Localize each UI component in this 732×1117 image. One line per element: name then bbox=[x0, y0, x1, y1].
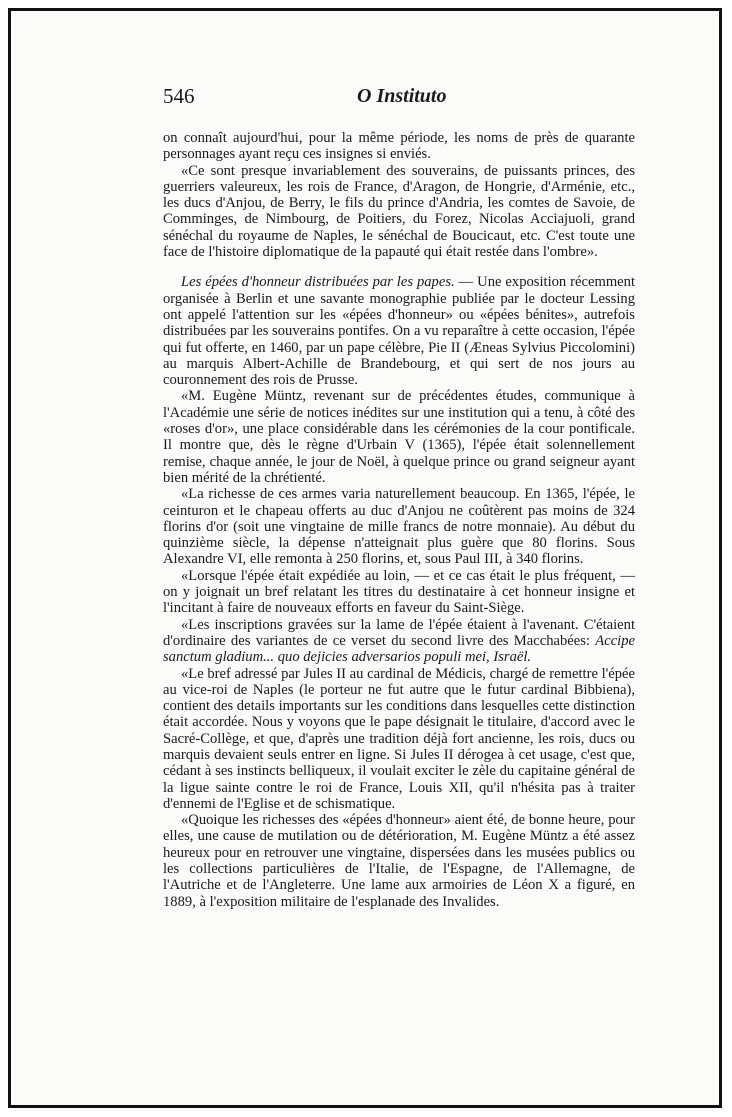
paragraph: «M. Eugène Müntz, revenant sur de précédentes études, communique à l'Académie une série de notices inédites sur une institution qui a tenu, à côté des «roses d'or», une place considérable dans les cérémonies de la cour pontificale. Il montre que, dès le règne d'Urbain V (1365), l'épée était solennellement remise, chaque année, le jour de Noël, à quelque prince ou grand seigneur ayant bien mérité de la chrétienté. bbox=[163, 388, 635, 486]
page-header bbox=[163, 84, 633, 114]
latin-quote: Accipe sanctum gladium... quo dejicies adversarios populi mei, Israël. bbox=[163, 632, 635, 666]
paragraph: «Le bref adressé par Jules II au cardinal de Médicis, chargé de remettre l'épée au vice-roi de Naples (le porteur ne fut autre que le futur cardinal Bibbiena), contient des details importants sur les conditions dans lesquelles cette distinction était accordée. Nous y voyons que le pape désignait le titulaire, d'accord avec le Sacré-Collège, et que, d'après une tradition déjà fort ancienne, les rois, ducs ou marquis devaient seuls entrer en ligne. Si Jules II dérogea à cet usage, c'est que, cédant à ses instincts belliqueux, il voulait exciter le zèle du capitaine général de la ligue sainte contre le roi de France, Louis XII, qu'il n'hésita pas à traiter d'ennemi de l'Eglise et de schismatique. bbox=[163, 665, 635, 812]
section-paragraph: Les épées d'honneur distribuées par les papes. — Une exposition récemment organisée à Berlin et une savante monographie publiée par le docteur Lessing ont appelé l'attention sur les «épées d'honneur» ou «épées bénites», autrefois distribuées par les souverains pontifes. On a vu reparaître à cette occasion, l'épée qui fut offerte, en 1460, par un pape célèbre, Pie II (Æneas Sylvius Piccolomini) au marquis Albert-Achille de Brandebourg, et qui sert de nos jours au couronnement des rois de Prusse. bbox=[163, 274, 636, 389]
paragraph: on connaît aujourd'hui, pour la même période, les noms de près de quarante personnages ayant reçu ces insignes si enviés. bbox=[163, 130, 635, 163]
body-text bbox=[163, 130, 635, 910]
paragraph: «Lorsque l'épée était expédiée au loin, — et ce cas était le plus fréquent, — on y joignait un bref relatant les titres du destinataire à cet honneur insigne et l'incitant à faire de nouveaux efforts en faveur du Saint-Siège. bbox=[163, 567, 635, 617]
section-heading: Les épées d'honneur distribuées par les papes. bbox=[181, 274, 455, 291]
paragraph: «Les inscriptions gravées sur la lame de l'épée étaient à l'avenant. C'étaient d'ordinaire des variantes de ce verset du second livre des Macchabées: Accipe sanctum gladium... quo dejicies adversarios populi mei, Israël. bbox=[163, 616, 635, 666]
page-number: 546 bbox=[163, 84, 195, 108]
paragraph: «Ce sont presque invariablement des souverains, de puissants princes, des guerriers valeureux, les rois de France, d'Aragon, de Hongrie, d'Arménie, etc., les ducs d'Anjou, de Berry, le fils du prince d'Andria, les comtes de Savoie, de Comminges, de Nimbourg, de Poitiers, du Forez, Nicolas Acciajuoli, grand sénéchal du royaume de Naples, le sénéchal de Boucicaut, etc. C'est toute une face de l'histoire diplomatique de la papauté qui était restée dans l'ombre». bbox=[163, 162, 635, 261]
paragraph: «La richesse de ces armes varia naturellement beaucoup. En 1365, l'épée, le ceinturon et le chapeau offerts au duc d'Anjou ne coûtèrent pas moins de 324 florins d'or (soit une vingtaine de mille francs de notre monnaie). Au début du quinzième siècle, la dépense n'atteignait plus guère que 80 florins. Sous Alexandre VI, elle remonta à 250 florins, et, sous Paul III, à 340 florins. bbox=[163, 486, 635, 568]
paragraph: «Quoique les richesses des «épées d'honneur» aient été, de bonne heure, pour elles, une cause de mutilation ou de détérioration, M. Eugène Müntz a été assez heureux pour en retrouver une vingtaine, dispersées dans les musées publics ou les collections particulières de l'Italie, de l'Espagne, de l'Allemagne, de l'Autriche et de l'Angleterre. Une lame aux armoiries de Léon X a figuré, en 1889, à l'exposition militaire de l'esplanade des Invalides. bbox=[163, 812, 635, 910]
running-title: O Instituto bbox=[357, 85, 447, 107]
